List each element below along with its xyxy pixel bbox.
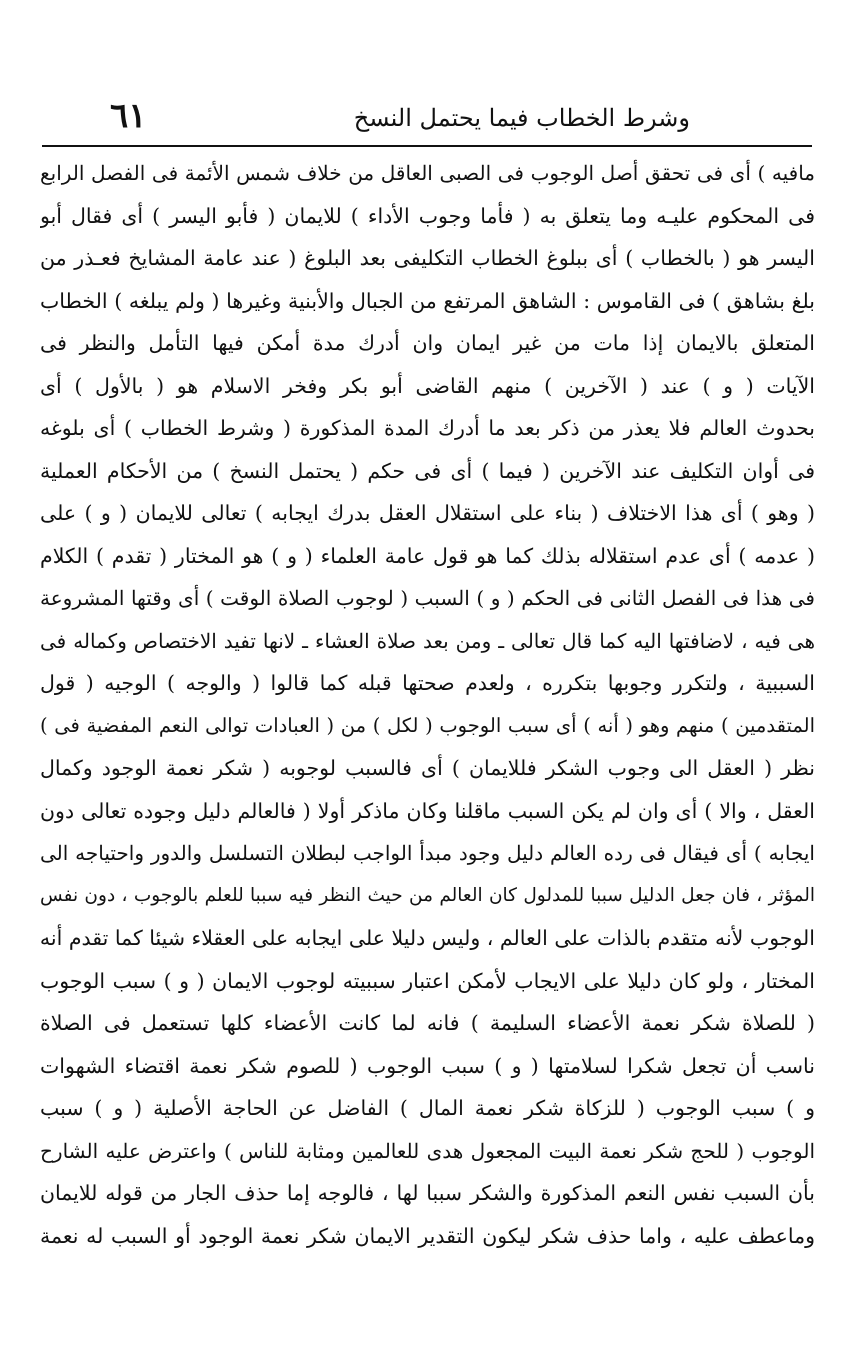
text-line: ايجابه ) أى فيقال فى رده العالم دليل وجود مبدأ الواجب لبطلان التسلسل والدور واحتياجه الى (40, 841, 815, 865)
text-line: فى هذا فى الفصل الثانى فى الحكم ( و ) السبب ( لوجوب الصلاة الوقت ) أى وقتها المشروعة (40, 586, 815, 610)
header-divider (42, 145, 812, 147)
text-line: المؤثر ، فان جعل الدليل سببا للمدلول كان العالم من حيث النظر فيه سببا للعلم بالوجوب ، دون نفس (40, 884, 815, 906)
text-line: السببية ، ولتكرر وجوبها بتكرره ، ولعدم صحتها قبله كما قالوا ( والوجه ) الوجيه ( قول (40, 671, 815, 695)
text-line: العقل ، والا ) أى وان لم يكن السبب ماقلنا وكان ماذكر أولا ( فالعالم دليل وجوده تعالى دون (40, 798, 815, 823)
text-line: فى المحكوم عليـه وما يتعلق به ( فأما وجوب الأداء ) للايمان ( فأبو اليسر ) أى فقال أبو (40, 203, 815, 228)
text-line: ( عدمه ) أى عدم استقلاله بذلك كما هو قول عامة العلماء ( و ) هو المختار ( تقدم ) الكلام (40, 543, 815, 568)
text-line: بأن السبب نفس النعم المذكورة والشكر سببا لها ، فالوجه إما حذف الجار من قوله للايمان (40, 1181, 815, 1205)
text-line: و ) سبب الوجوب ( للزكاة شكر نعمة المال ) الفاضل عن الحاجة الأصلية ( و ) سبب (40, 1096, 815, 1120)
text-line: ناسب أن تجعل شكرا لسلامتها ( و ) سبب الوجوب ( للصوم شكر نعمة اقتضاء الشهوات (40, 1053, 815, 1078)
text-line: بحدوث العالم فلا يعذر من ذكر بعد ما أدرك المدة المذكورة ( وشرط الخطاب ) أى بلوغه (40, 416, 815, 440)
text-line: المتقدمين ) منهم وهو ( أنه ) أى سبب الوجوب ( لكل ) من ( العبادات توالى النعم المفضية فى ) (40, 713, 815, 737)
text-line: وماعطف عليه ، واما حذف شكر ليكون التقدير الايمان شكر نعمة الوجود أو السبب له نعمة (40, 1223, 815, 1248)
page-number: ٦١ (110, 96, 147, 136)
text-line: الوجوب ( للحج شكر نعمة البيت المجعول هدى للعالمين ومثابة للناس ) واعترض عليه الشارح (40, 1138, 815, 1163)
text-line: فى أوان التكليف عند الآخرين ( فيما ) أى فى حكم ( يحتمل النسخ ) من الأحكام العملية (40, 458, 815, 483)
text-line: بلغ بشاهق ) فى القاموس : الشاهق المرتفع من الجبال والأبنية وغيرها ( ولم يبلغه ) الخطاب (40, 288, 815, 313)
text-line: نظر ( العقل الى وجوب الشكر فللايمان ) أى فالسبب لوجوبه ( شكر نعمة الوجود وكمال (40, 756, 815, 780)
text-line: المختار ، ولو كان دليلا على الايجاب لأمكن اعتبار سببيته لوجوب الايمان ( و ) سبب الوجوب (40, 968, 815, 993)
page-header (48, 96, 810, 144)
text-line: الوجوب لأنه متقدم بالذات على العالم ، وليس دليلا على ايجابه على العقلاء شيئا كما تقدم أنه (40, 926, 815, 950)
text-line: المتعلق بالايمان إذا مات من غير ايمان وان أدرك مدة أمكن فيها التأمل والنظر فى (40, 331, 815, 355)
running-title: وشرط الخطاب فيما يحتمل النسخ (353, 104, 690, 132)
text-line: اليسر هو ( بالخطاب ) أى ببلوغ الخطاب التكليفى بعد البلوغ ( عند عامة المشايخ فعـذر من (40, 246, 815, 270)
text-line: الآيات ( و ) عند ( الآخرين ) منهم القاضى أبو بكر وفخر الاسلام هو ( بالأول ) أى (40, 373, 815, 398)
body-text (40, 152, 815, 1257)
text-line: مافيه ) أى فى تحقق أصل الوجوب فى الصبى العاقل من خلاف شمس الأئمة فى الفصل الرابع (40, 161, 815, 185)
text-line: ( وهو ) أى هذا الاختلاف ( بناء على استقلال العقل بدرك ايجابه ) تعالى للايمان ( و ) على (40, 501, 815, 525)
text-line: هى فيه ، لاضافتها اليه كما قال تعالى ـ ومن بعد صلاة العشاء ـ لانها تفيد الاختصاص وكماله فى (40, 628, 815, 653)
text-line: ( للصلاة شكر نعمة الأعضاء السليمة ) فانه لما كانت الأعضاء كلها تستعمل فى الصلاة (40, 1011, 815, 1035)
